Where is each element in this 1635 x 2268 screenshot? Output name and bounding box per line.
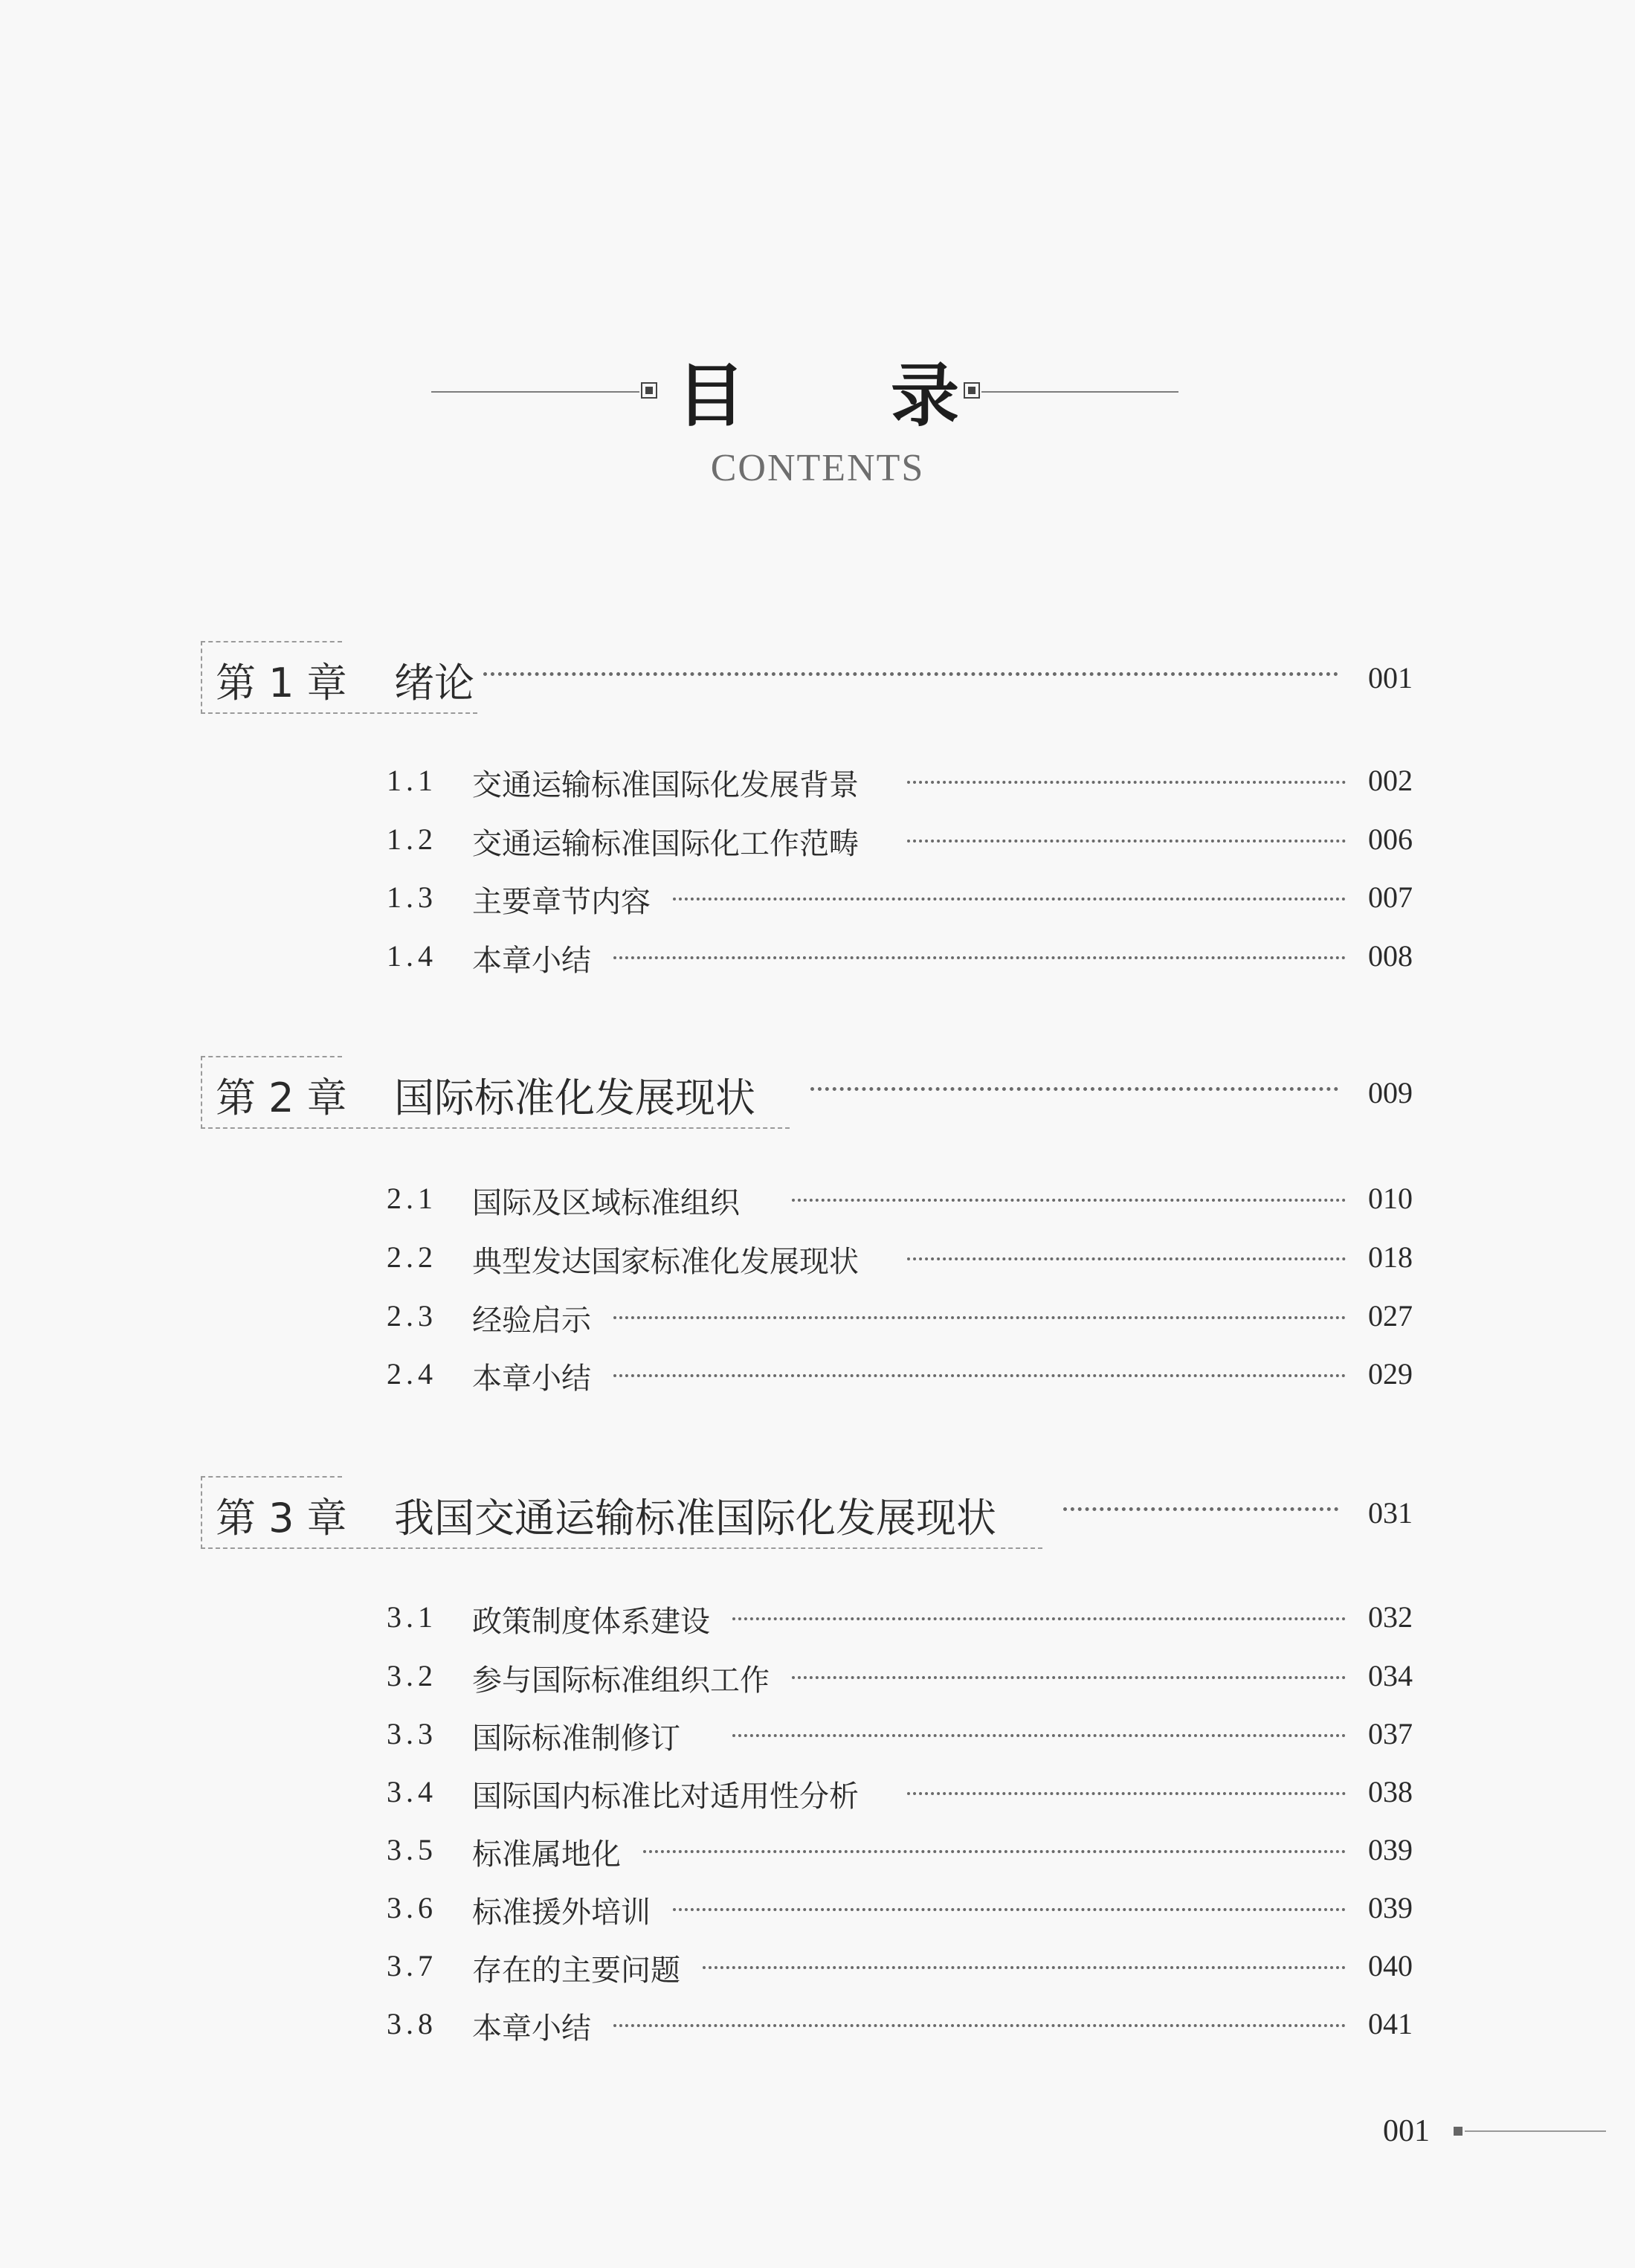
section-title: 本章小结: [472, 944, 591, 978]
section-title: 政策制度体系建设: [472, 1605, 710, 1639]
section-number: 2.4: [387, 1357, 437, 1391]
section-1-2[interactable]: [387, 817, 1413, 862]
section-number: 2.1: [387, 1182, 437, 1215]
section-number: 3.8: [387, 2007, 437, 2040]
section-title: 经验启示: [472, 1304, 591, 1338]
dot-leader: [907, 781, 1346, 784]
chapter-page-number: 009: [1368, 1076, 1413, 1109]
section-title: 参与国际标准组织工作: [472, 1663, 770, 1698]
section-page-number: 027: [1368, 1299, 1413, 1333]
dot-leader: [792, 1199, 1346, 1202]
dot-leader: [613, 2024, 1346, 2027]
section-3-2[interactable]: [387, 1654, 1413, 1698]
section-number: 1.1: [387, 764, 437, 797]
toc-header: [0, 349, 1635, 513]
section-title: 主要章节内容: [472, 885, 651, 919]
dot-leader: [703, 1966, 1346, 1969]
section-3-7[interactable]: [387, 1944, 1413, 1988]
section-3-8[interactable]: [387, 2002, 1413, 2046]
section-page-number: 034: [1368, 1659, 1413, 1692]
dot-leader: [907, 840, 1346, 843]
section-title: 本章小结: [472, 1362, 591, 1396]
section-title: 标准援外培训: [472, 1895, 651, 1930]
chapter-frame-top: [201, 1056, 342, 1057]
section-title: 交通运输标准国际化发展背景: [472, 768, 859, 802]
chapter-number: 第 1 章: [216, 660, 347, 706]
section-3-6[interactable]: [387, 1886, 1413, 1930]
section-page-number: 039: [1368, 1891, 1413, 1924]
section-page-number: 038: [1368, 1775, 1413, 1808]
section-number: 3.2: [387, 1659, 437, 1692]
section-2-4[interactable]: [387, 1352, 1413, 1396]
section-number: 2.3: [387, 1299, 437, 1333]
title-square-ornament-left: [641, 382, 657, 399]
section-number: 2.2: [387, 1240, 437, 1274]
dot-leader: [613, 1316, 1346, 1319]
section-3-3[interactable]: [387, 1712, 1413, 1756]
section-page-number: 040: [1368, 1949, 1413, 1982]
dot-leader: [732, 1734, 1346, 1737]
footer-square-ornament: [1454, 2127, 1463, 2136]
dot-leader: [483, 672, 1338, 676]
dot-leader: [907, 1792, 1346, 1795]
section-number: 3.1: [387, 1600, 437, 1634]
footer-rule: [1465, 2130, 1606, 2132]
section-page-number: 008: [1368, 939, 1413, 973]
dot-leader: [810, 1087, 1338, 1091]
section-title: 国际国内标准比对适用性分析: [472, 1779, 859, 1814]
section-3-4[interactable]: [387, 1770, 1413, 1814]
section-1-1[interactable]: [387, 758, 1413, 803]
section-number: 1.2: [387, 822, 437, 856]
section-title: 存在的主要问题: [472, 1953, 680, 1988]
section-number: 3.4: [387, 1775, 437, 1808]
title-square-ornament-right: [964, 382, 980, 399]
section-title: 本章小结: [472, 2011, 591, 2046]
page-title-char-2: 录: [890, 355, 959, 436]
section-number: 3.3: [387, 1717, 437, 1750]
section-number: 3.7: [387, 1949, 437, 1982]
chapter-3[interactable]: [201, 1476, 1413, 1547]
chapter-2[interactable]: [201, 1056, 1413, 1127]
section-title: 交通运输标准国际化工作范畴: [472, 827, 859, 861]
chapter-frame-top: [201, 641, 342, 642]
section-page-number: 041: [1368, 2007, 1413, 2040]
section-number: 3.6: [387, 1891, 437, 1924]
title-rule-right: [981, 391, 1178, 393]
section-number: 1.4: [387, 939, 437, 973]
title-rule-left: [431, 391, 639, 393]
section-number: 1.3: [387, 880, 437, 914]
dot-leader: [673, 1908, 1346, 1911]
section-title: 国际及区域标准组织: [472, 1186, 740, 1220]
section-2-2[interactable]: [387, 1235, 1413, 1280]
dot-leader: [792, 1676, 1346, 1679]
section-title: 国际标准制修订: [472, 1721, 680, 1756]
chapter-frame-top: [201, 1476, 342, 1478]
page-title-char-1: 目: [677, 355, 746, 436]
section-3-1[interactable]: [387, 1595, 1413, 1640]
section-page-number: 029: [1368, 1357, 1413, 1391]
chapter-number: 第 2 章: [216, 1075, 347, 1121]
dot-leader: [613, 956, 1346, 959]
section-page-number: 006: [1368, 822, 1413, 856]
section-page-number: 039: [1368, 1833, 1413, 1866]
dot-leader: [673, 898, 1346, 901]
section-2-1[interactable]: [387, 1176, 1413, 1221]
section-title: 标准属地化: [472, 1837, 621, 1872]
dot-leader: [1063, 1507, 1338, 1511]
section-page-number: 018: [1368, 1240, 1413, 1274]
chapter-title: 绪论: [394, 660, 474, 706]
chapter-page-number: 031: [1368, 1496, 1413, 1530]
page-subtitle: CONTENTS: [710, 447, 925, 489]
section-page-number: 002: [1368, 764, 1413, 797]
section-page-number: 007: [1368, 880, 1413, 914]
chapter-title: 国际标准化发展现状: [394, 1075, 755, 1121]
section-3-5[interactable]: [387, 1828, 1413, 1872]
dot-leader: [643, 1850, 1346, 1853]
dot-leader: [732, 1617, 1346, 1620]
chapter-page-number: 001: [1368, 661, 1413, 695]
section-2-3[interactable]: [387, 1294, 1413, 1338]
chapter-1[interactable]: [201, 641, 1413, 712]
chapter-title: 我国交通运输标准国际化发展现状: [394, 1495, 996, 1541]
footer-page-number: 001: [1383, 2114, 1430, 2148]
section-page-number: 037: [1368, 1717, 1413, 1750]
section-1-3[interactable]: [387, 875, 1413, 920]
section-page-number: 010: [1368, 1182, 1413, 1215]
chapter-number: 第 3 章: [216, 1495, 347, 1541]
section-title: 典型发达国家标准化发展现状: [472, 1245, 859, 1279]
section-number: 3.5: [387, 1833, 437, 1866]
page-title: [677, 349, 959, 436]
section-page-number: 032: [1368, 1600, 1413, 1634]
section-1-4[interactable]: [387, 934, 1413, 979]
dot-leader: [907, 1257, 1346, 1260]
dot-leader: [613, 1374, 1346, 1377]
